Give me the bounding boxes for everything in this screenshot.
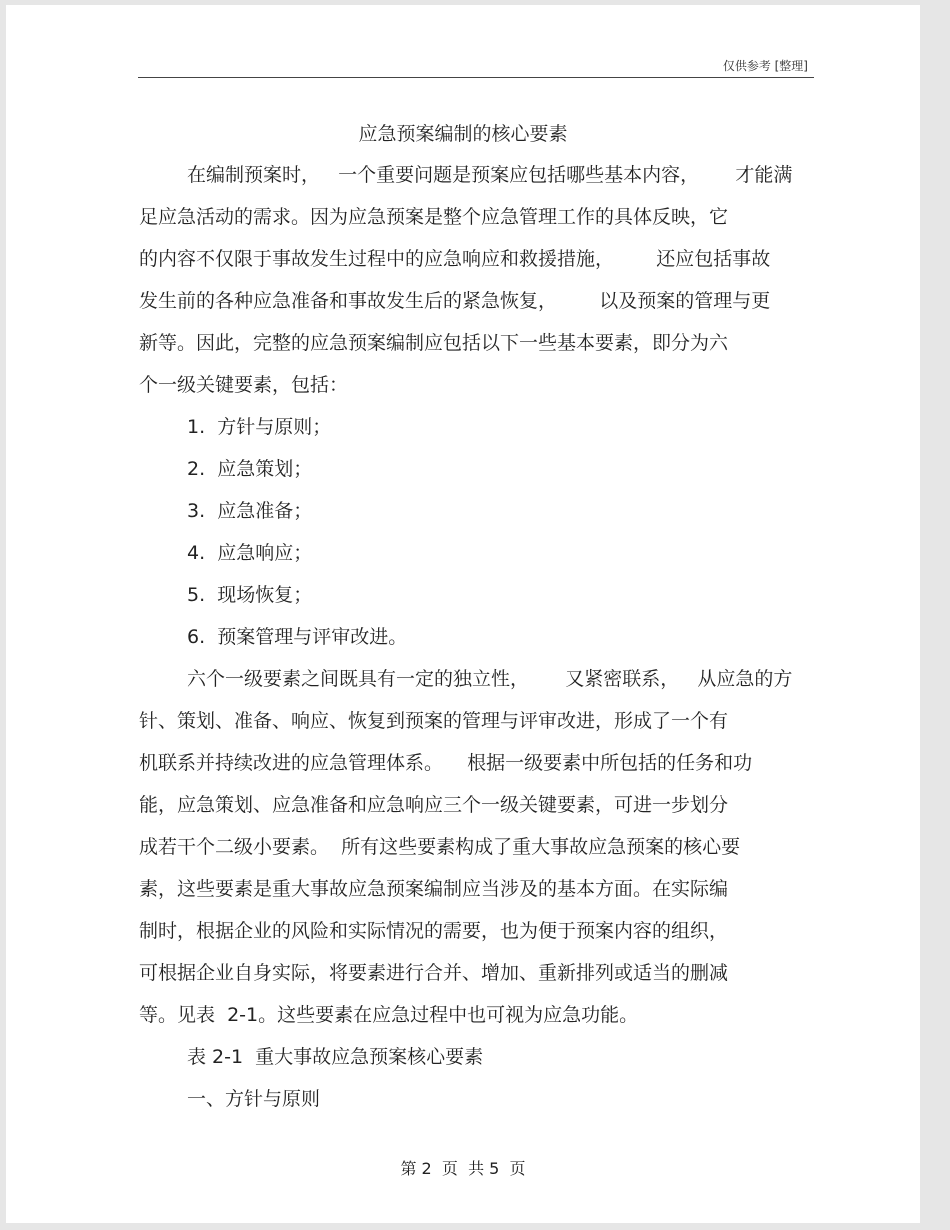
paragraph-line: 针、策划、准备、响应、恢复到预案的管理与评审改进，形成了一个有 bbox=[139, 710, 729, 732]
header-divider bbox=[138, 77, 814, 78]
section-heading: 一、方针与原则 bbox=[187, 1088, 321, 1110]
document-title: 应急预案编制的核心要素 bbox=[358, 123, 568, 145]
paragraph-line: 素，这些要素是重大事故应急预案编制应当涉及的基本方面。在实际编 bbox=[139, 878, 729, 900]
list-item: 3. 应急准备； bbox=[187, 500, 313, 522]
paragraph-line: 能，应急策划、应急准备和应急响应三个一级关键要素，可进一步划分 bbox=[139, 794, 729, 816]
paragraph-line: 等。见表 2-1。这些要素在应急过程中也可视为应急功能。 bbox=[139, 1004, 639, 1026]
paragraph-line: 足应急活动的需求。因为应急预案是整个应急管理工作的具体反映，它 bbox=[139, 206, 729, 228]
header-note: 仅供参考 [整理] bbox=[722, 59, 808, 73]
list-item: 2. 应急策划； bbox=[187, 458, 313, 480]
list-item: 6. 预案管理与评审改进。 bbox=[187, 626, 408, 648]
paragraph-line: 在编制预案时， 一个重要问题是预案应包括哪些基本内容， 才能满 bbox=[187, 164, 793, 186]
document-page bbox=[6, 5, 920, 1223]
paragraph-line: 新等。因此，完整的应急预案编制应包括以下一些基本要素，即分为六 bbox=[139, 332, 729, 354]
paragraph-line: 机联系并持续改进的应急管理体系。 根据一级要素中所包括的任务和功 bbox=[139, 752, 753, 774]
list-item: 5. 现场恢复； bbox=[187, 584, 313, 606]
paragraph-line: 的内容不仅限于事故发生过程中的应急响应和救援措施， 还应包括事故 bbox=[139, 248, 771, 270]
page-number: 第 2 页 共 5 页 bbox=[400, 1159, 526, 1178]
list-item: 4. 应急响应； bbox=[187, 542, 313, 564]
list-item: 1. 方针与原则； bbox=[187, 416, 332, 438]
paragraph-line: 个一级关键要素，包括： bbox=[139, 374, 349, 396]
paragraph-line: 可根据企业自身实际，将要素进行合并、增加、重新排列或适当的删减 bbox=[139, 962, 729, 984]
paragraph-line: 六个一级要素之间既具有一定的独立性， 又紧密联系， 从应急的方 bbox=[187, 668, 793, 690]
paragraph-line: 制时，根据企业的风险和实际情况的需要，也为便于预案内容的组织， bbox=[139, 920, 729, 942]
table-caption: 表 2-1 重大事故应急预案核心要素 bbox=[187, 1046, 484, 1068]
paragraph-line: 成若干个二级小要素。 所有这些要素构成了重大事故应急预案的核心要 bbox=[139, 836, 741, 858]
paragraph-line: 发生前的各种应急准备和事故发生后的紧急恢复， 以及预案的管理与更 bbox=[139, 290, 771, 312]
